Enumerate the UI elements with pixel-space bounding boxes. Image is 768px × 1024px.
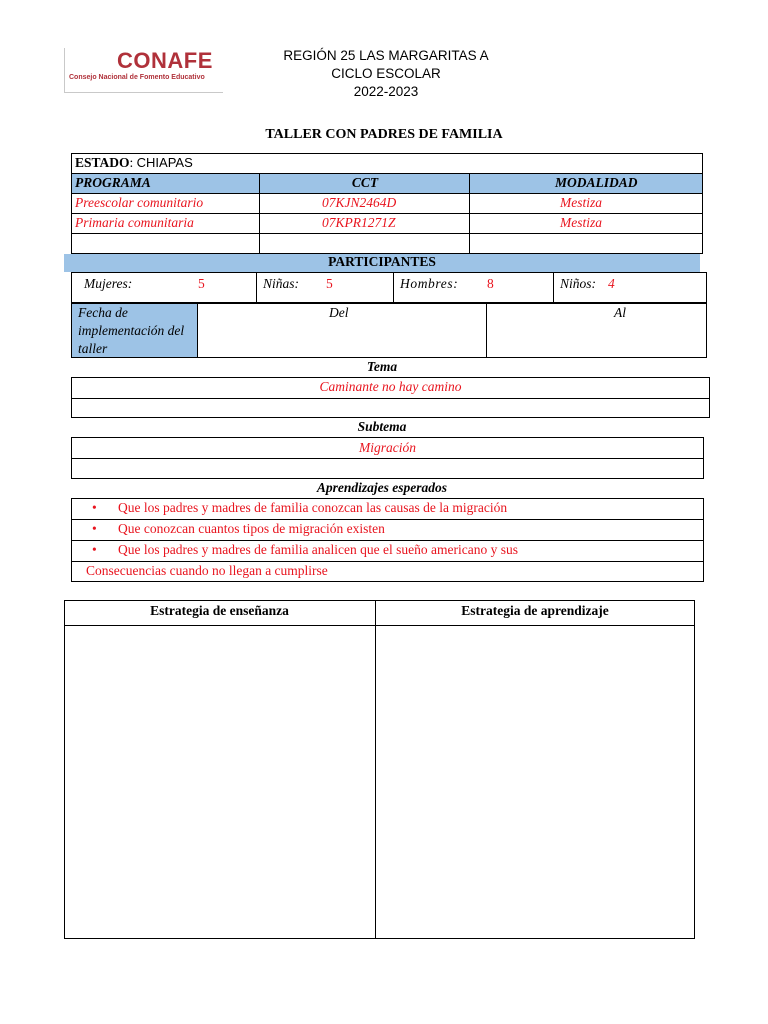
table-cell-cct: 07KPR1271Z <box>322 215 396 230</box>
estado-value: CHIAPAS <box>136 155 193 170</box>
col-aprendizaje: Estrategia de aprendizaje <box>461 603 609 618</box>
list-item: Que los padres y madres de familia conozcan las causas de la migración <box>118 500 508 515</box>
hombres-label: Hombres: <box>400 276 459 291</box>
table-row: Preescolar comunitario <box>75 195 204 210</box>
col-programa: PROGRAMA <box>75 175 151 190</box>
col-ensenanza: Estrategia de enseñanza <box>150 603 289 618</box>
header-cycle: CICLO ESCOLAR <box>331 66 441 81</box>
bullet-icon: • <box>92 542 97 557</box>
col-modalidad: MODALIDAD <box>555 175 638 190</box>
table-cell-cct: 07KJN2464D <box>322 195 397 210</box>
header-region: REGIÓN 25 LAS MARGARITAS A <box>283 48 489 63</box>
estrategias-table <box>64 600 695 939</box>
table-cell-modalidad: Mestiza <box>560 215 602 230</box>
header-year: 2022-2023 <box>353 84 419 99</box>
hombres-value: 8 <box>487 276 494 291</box>
bullet-icon: • <box>92 500 97 515</box>
col-cct: CCT <box>351 175 379 190</box>
fecha-label: Fecha de implementación del taller <box>78 305 185 356</box>
page-title: TALLER CON PADRES DE FAMILIA <box>265 127 503 142</box>
fecha-al: Al <box>614 305 626 320</box>
fecha-del: Del <box>329 305 349 320</box>
estado-row: ESTADO: CHIAPAS <box>75 155 193 170</box>
tema-value: Caminante no hay camino <box>319 379 462 394</box>
subtema-value: Migración <box>359 440 416 455</box>
subtema-title: Subtema <box>357 419 407 434</box>
list-item-continuation: Consecuencias cuando no llegan a cumplirse <box>86 563 328 578</box>
table-row: Primaria comunitaria <box>75 215 194 230</box>
mujeres-value: 5 <box>198 276 205 291</box>
list-item: Que los padres y madres de familia analicen que el sueño americano y sus <box>118 542 518 557</box>
ninos-value: 4 <box>608 276 615 291</box>
mujeres-label: Mujeres: <box>84 276 133 291</box>
aprendizajes-title: Aprendizajes esperados <box>316 480 448 495</box>
logo-wordmark: CONAFE <box>117 48 213 73</box>
ninas-value: 5 <box>326 276 333 291</box>
list-item: Que conozcan cuantos tipos de migración existen <box>118 521 385 536</box>
ninos-label: Niños: <box>560 276 597 291</box>
tema-title: Tema <box>366 359 398 374</box>
table-cell-modalidad: Mestiza <box>560 195 602 210</box>
conafe-logo <box>64 48 223 93</box>
logo-subtitle: Consejo Nacional de Fomento Educativo <box>69 74 205 81</box>
bullet-icon: • <box>92 521 97 536</box>
ninas-label: Niñas: <box>263 276 300 291</box>
participantes-title: PARTICIPANTES <box>328 254 436 269</box>
estado-label: ESTADO <box>75 155 130 170</box>
